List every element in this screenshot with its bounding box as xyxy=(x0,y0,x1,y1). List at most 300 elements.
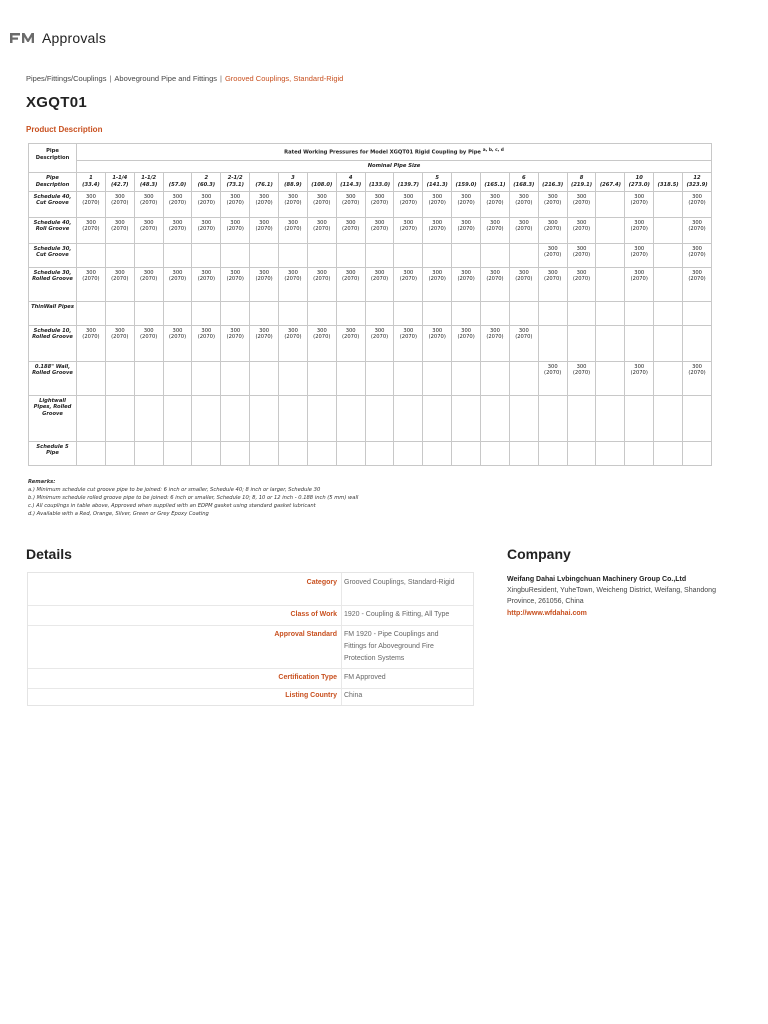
table-row xyxy=(29,191,712,217)
pressure-cell xyxy=(105,243,134,267)
pressure-cell xyxy=(481,243,510,267)
pressure-kpa: (2070) xyxy=(82,276,100,283)
pressure-psi: 300 xyxy=(576,245,587,252)
pressure-cell xyxy=(365,441,394,465)
pressure-kpa: (2070) xyxy=(370,226,389,233)
pressure-cell xyxy=(250,301,279,325)
pressure-cell xyxy=(192,217,221,243)
size-column-header xyxy=(250,173,279,192)
pressure-cell xyxy=(221,243,250,267)
row-pipe-description: 0.188" Wall, Rolled Groove xyxy=(29,361,77,395)
breadcrumb-current[interactable]: Grooved Couplings, Standard-Rigid xyxy=(224,74,344,83)
pressure-cell xyxy=(77,325,106,361)
pressure-cell xyxy=(307,217,336,243)
size-column-header xyxy=(307,173,336,192)
pressure-cell xyxy=(307,267,336,301)
pressure-cell xyxy=(307,361,336,395)
pressure-psi: 300 xyxy=(576,363,587,370)
pressure-cell xyxy=(481,191,510,217)
pressure-psi: 300 xyxy=(345,193,356,200)
pressure-cell xyxy=(336,243,365,267)
pressure-kpa: (2070) xyxy=(688,200,706,207)
pressure-kpa: (2070) xyxy=(140,334,158,341)
size-mm: (273.0) xyxy=(628,181,650,188)
fm-logo-icon[interactable] xyxy=(10,31,36,45)
pressure-kpa: (2070) xyxy=(82,226,100,233)
pressure-cell xyxy=(509,243,538,267)
size-column-header xyxy=(423,173,452,192)
pressure-kpa: (2070) xyxy=(370,334,389,341)
pressure-psi: 300 xyxy=(259,193,270,200)
pressure-psi: 300 xyxy=(143,219,154,226)
pressure-cell xyxy=(596,191,625,217)
pressure-cell xyxy=(481,217,510,243)
pressure-cell xyxy=(221,325,250,361)
pressure-kpa: (2070) xyxy=(688,276,706,283)
pressure-cell xyxy=(134,395,163,441)
pressure-cell xyxy=(423,243,452,267)
pressure-kpa: (2070) xyxy=(255,276,273,283)
size-inches: 1 xyxy=(89,175,93,182)
pressure-kpa: (2070) xyxy=(399,226,417,233)
pressure-cell xyxy=(221,267,250,301)
pressure-cell xyxy=(596,395,625,441)
breadcrumb-item-aboveground[interactable]: Aboveground Pipe and Fittings xyxy=(114,74,217,83)
pressure-cell xyxy=(365,243,394,267)
pressure-kpa: (2070) xyxy=(399,276,417,283)
table-title xyxy=(77,144,712,161)
pressure-cell xyxy=(654,441,683,465)
pressure-cell xyxy=(625,325,654,361)
details-row-category xyxy=(28,573,473,606)
size-column-header xyxy=(221,173,250,192)
pressure-cell xyxy=(509,267,538,301)
pressure-cell xyxy=(77,395,106,441)
pressure-cell xyxy=(538,395,567,441)
pressure-cell xyxy=(567,361,596,395)
pressure-kpa: (2070) xyxy=(515,226,533,233)
pressure-psi: 300 xyxy=(692,245,702,252)
row-pipe-description: Lightwall Pipes, Rolled Groove xyxy=(29,395,77,441)
pressure-kpa: (2070) xyxy=(486,226,504,233)
pressure-kpa: (2070) xyxy=(284,276,302,283)
pressure-kpa: (2070) xyxy=(428,200,446,207)
pressure-cell xyxy=(596,441,625,465)
details-label: Listing Country xyxy=(285,692,337,699)
pressure-cell xyxy=(221,441,250,465)
pressure-kpa: (2070) xyxy=(313,226,331,233)
pressure-kpa: (2070) xyxy=(226,200,244,207)
size-column-header xyxy=(77,173,106,192)
details-title: Details xyxy=(26,546,72,562)
size-mm: (76.1) xyxy=(255,181,273,188)
pressure-cell xyxy=(77,191,106,217)
pressure-kpa: (2070) xyxy=(572,200,591,207)
table-row xyxy=(29,395,712,441)
pressure-kpa: (2070) xyxy=(342,334,360,341)
pressure-cell xyxy=(394,325,423,361)
row-pipe-description: Schedule 30, Cut Groove xyxy=(29,243,77,267)
pressure-psi: 300 xyxy=(287,219,298,226)
section-label-product-description: Product Description xyxy=(26,125,103,134)
pressure-cell xyxy=(452,243,481,267)
pressure-kpa: (2070) xyxy=(457,226,475,233)
pressure-cell xyxy=(134,361,163,395)
pressure-cell xyxy=(394,217,423,243)
size-column-header xyxy=(654,173,683,192)
pressure-cell xyxy=(567,395,596,441)
pressure-psi: 300 xyxy=(143,327,154,334)
pressure-kpa: (2070) xyxy=(313,200,331,207)
pressure-cell xyxy=(307,395,336,441)
pressure-psi: 300 xyxy=(201,219,212,226)
pressure-psi: 300 xyxy=(230,327,241,334)
pressure-psi: 300 xyxy=(85,269,96,276)
pressure-cell xyxy=(250,325,279,361)
pressure-cell xyxy=(192,325,221,361)
pressure-psi: 300 xyxy=(230,193,241,200)
row-pipe-description: Schedule 10, Rolled Groove xyxy=(29,325,77,361)
pressure-psi: 300 xyxy=(143,193,154,200)
pressure-psi: 300 xyxy=(374,219,385,226)
table-row xyxy=(29,243,712,267)
pressure-cell xyxy=(192,441,221,465)
pressure-cell xyxy=(394,267,423,301)
pressure-kpa: (2070) xyxy=(572,276,591,283)
pressure-psi: 300 xyxy=(287,193,298,200)
pressure-psi: 300 xyxy=(518,327,529,334)
size-column-header xyxy=(596,173,625,192)
pressure-cell xyxy=(279,267,308,301)
size-inches: 6 xyxy=(522,175,526,182)
pressure-cell xyxy=(307,301,336,325)
pressure-kpa: (2070) xyxy=(111,226,129,233)
pressure-cell xyxy=(423,217,452,243)
size-inches xyxy=(367,175,393,182)
pressure-cell xyxy=(481,395,510,441)
size-mm: (139.7) xyxy=(397,181,419,188)
pressure-psi: 300 xyxy=(374,269,385,276)
pressure-kpa: (2070) xyxy=(197,200,215,207)
pressure-cell xyxy=(77,441,106,465)
pressure-psi: 300 xyxy=(114,193,125,200)
size-column-header xyxy=(134,173,163,192)
pressure-cell xyxy=(509,325,538,361)
pressure-cell xyxy=(250,243,279,267)
pressure-cell xyxy=(509,191,538,217)
pressure-cell xyxy=(77,361,106,395)
pressure-cell xyxy=(163,361,192,395)
pressure-psi: 300 xyxy=(259,327,270,334)
table-row xyxy=(29,441,712,465)
pressure-cell xyxy=(336,217,365,243)
pressure-kpa: (2070) xyxy=(688,226,706,233)
pressure-cell xyxy=(163,191,192,217)
pressure-cell xyxy=(654,243,683,267)
nominal-pipe-size-label: Nominal Pipe Size xyxy=(77,161,712,173)
breadcrumb-item-pipes[interactable]: Pipes/Fittings/Couplings xyxy=(26,74,107,83)
size-inches xyxy=(655,175,681,182)
pressure-kpa: (2070) xyxy=(111,200,129,207)
pressure-psi: 300 xyxy=(403,193,414,200)
pressure-kpa: (2070) xyxy=(255,226,273,233)
pressure-psi: 300 xyxy=(259,269,270,276)
size-inches: 1-1/2 xyxy=(141,175,157,182)
size-inches xyxy=(540,175,566,182)
pressure-cell xyxy=(625,243,654,267)
pressure-cell xyxy=(538,361,567,395)
pressure-cell xyxy=(134,301,163,325)
pressure-psi: 300 xyxy=(692,219,702,226)
size-column-header xyxy=(481,173,510,192)
pressure-psi: 300 xyxy=(114,269,125,276)
pressure-kpa: (2070) xyxy=(284,226,302,233)
pressure-psi: 300 xyxy=(172,269,183,276)
pressure-cell xyxy=(538,243,567,267)
pressure-kpa: (2070) xyxy=(544,252,562,259)
pressure-cell xyxy=(105,361,134,395)
pressure-cell xyxy=(163,441,192,465)
pressure-psi: 300 xyxy=(490,327,500,334)
pressure-kpa: (2070) xyxy=(140,226,158,233)
breadcrumb-separator: | xyxy=(109,74,112,83)
size-inches: 4 xyxy=(348,175,353,182)
pressure-psi: 300 xyxy=(230,269,241,276)
pressure-kpa: (2070) xyxy=(255,334,273,341)
pressure-psi: 300 xyxy=(432,269,443,276)
pressure-cell xyxy=(77,267,106,301)
details-panel xyxy=(27,572,474,706)
pressure-kpa: (2070) xyxy=(428,276,446,283)
pressure-cell xyxy=(163,301,192,325)
size-column-header xyxy=(279,173,308,192)
pressure-psi: 300 xyxy=(403,219,414,226)
pressure-kpa: (2070) xyxy=(82,334,100,341)
pressure-kpa: (2070) xyxy=(457,276,475,283)
pressure-cell xyxy=(423,441,452,465)
details-row-certification-type xyxy=(28,669,473,689)
table-title-row xyxy=(29,144,712,161)
pressure-cell xyxy=(567,217,596,243)
table-row xyxy=(29,217,712,243)
size-inches: 10 xyxy=(635,175,643,182)
pressure-cell xyxy=(394,441,423,465)
pressure-cell xyxy=(654,395,683,441)
pressure-cell xyxy=(250,267,279,301)
pressure-psi: 300 xyxy=(201,193,212,200)
pressure-psi: 300 xyxy=(547,363,558,370)
pressure-kpa: (2070) xyxy=(572,370,591,377)
pressure-psi: 300 xyxy=(634,219,645,226)
pressure-kpa: (2070) xyxy=(82,200,100,207)
breadcrumb xyxy=(26,74,343,83)
pressure-cell xyxy=(452,395,481,441)
breadcrumb-separator: | xyxy=(220,74,222,83)
size-inches: 2 xyxy=(204,175,209,182)
size-mm: (60.3) xyxy=(197,181,216,188)
size-column-header xyxy=(452,173,481,192)
pressure-psi: 300 xyxy=(432,219,443,226)
pressure-psi: 300 xyxy=(692,363,702,370)
pressure-psi: 300 xyxy=(259,219,270,226)
pressure-cell xyxy=(683,243,712,267)
pressure-psi: 300 xyxy=(287,269,298,276)
pressure-cell xyxy=(221,395,250,441)
pressure-kpa: (2070) xyxy=(428,226,446,233)
remarks xyxy=(28,478,358,518)
pressure-cell xyxy=(452,441,481,465)
pressure-cell xyxy=(394,301,423,325)
row-pipe-description: ThinWall Pipes xyxy=(29,301,77,325)
pressure-cell xyxy=(134,191,163,217)
pressure-cell xyxy=(365,395,394,441)
size-mm: (42.7) xyxy=(111,181,129,188)
size-header-row xyxy=(29,173,712,192)
pressure-kpa: (2070) xyxy=(515,276,533,283)
pressure-cell xyxy=(336,325,365,361)
pressure-cell xyxy=(654,325,683,361)
pressure-cell xyxy=(163,325,192,361)
company-website-link[interactable]: http://www.wfdahai.com xyxy=(507,610,587,617)
pressure-psi: 300 xyxy=(461,193,472,200)
pressure-cell xyxy=(279,441,308,465)
pressure-psi: 300 xyxy=(634,269,645,276)
remark-line: a.) Minimum schedule cut groove pipe to be joined: 6 inch or smaller, Schedule 40; 8 inch or larger, Schedule 30 xyxy=(28,487,321,494)
pressure-cell xyxy=(567,267,596,301)
pressure-kpa: (2070) xyxy=(544,276,562,283)
pressure-cell xyxy=(538,301,567,325)
pressure-cell xyxy=(279,361,308,395)
pressure-kpa: (2070) xyxy=(572,252,591,259)
pressure-table xyxy=(28,143,712,466)
pressure-cell xyxy=(105,325,134,361)
pressure-psi: 300 xyxy=(490,269,500,276)
site-header xyxy=(10,28,106,48)
size-inches: 2-1/2 xyxy=(227,175,243,182)
pressure-cell xyxy=(596,325,625,361)
row-pipe-description: Schedule 30, Rolled Groove xyxy=(29,267,77,301)
pressure-cell xyxy=(625,217,654,243)
pressure-psi: 300 xyxy=(114,327,125,334)
pressure-cell xyxy=(509,395,538,441)
pressure-cell xyxy=(452,325,481,361)
pressure-cell xyxy=(221,191,250,217)
pressure-psi: 300 xyxy=(461,269,472,276)
size-column-header xyxy=(163,173,192,192)
pressure-cell xyxy=(683,441,712,465)
pressure-psi: 300 xyxy=(518,269,529,276)
pressure-psi: 300 xyxy=(201,327,212,334)
size-inches xyxy=(395,175,421,182)
size-mm: (48.3) xyxy=(139,181,158,188)
pipe-description-col: Pipe Description xyxy=(29,173,77,192)
pressure-cell xyxy=(336,361,365,395)
remark-line: b.) Minimum schedule rolled groove pipe to be joined: 6 inch or smaller, Schedule 10; 8, 10 or 12 inch - 0.188 inch (5 mm) wall xyxy=(28,495,359,502)
pipe-description-header: Pipe Description xyxy=(29,144,77,173)
pressure-cell xyxy=(336,395,365,441)
details-value: China xyxy=(344,692,363,699)
pressure-cell xyxy=(509,441,538,465)
remark-line: d.) Available with a Red, Orange, Silver, Green or Grey Epoxy Coating xyxy=(28,511,209,518)
size-inches: 5 xyxy=(435,175,440,182)
pressure-cell xyxy=(163,217,192,243)
pressure-kpa: (2070) xyxy=(544,370,562,377)
size-column-header xyxy=(683,173,712,192)
pressure-kpa: (2070) xyxy=(168,200,187,207)
pressure-psi: 300 xyxy=(692,269,702,276)
pressure-cell xyxy=(596,243,625,267)
pressure-kpa: (2070) xyxy=(486,200,504,207)
pressure-psi: 300 xyxy=(172,327,183,334)
pressure-cell xyxy=(596,361,625,395)
pressure-cell xyxy=(192,301,221,325)
size-inches xyxy=(482,175,508,182)
details-label: Certification Type xyxy=(278,674,337,681)
table-row xyxy=(29,267,712,301)
pressure-psi: 300 xyxy=(432,327,443,334)
pressure-kpa: (2070) xyxy=(168,276,187,283)
pressure-psi: 300 xyxy=(692,193,702,200)
size-mm: (33.4) xyxy=(82,181,100,188)
pressure-cell xyxy=(538,441,567,465)
pressure-cell xyxy=(105,441,134,465)
pressure-cell xyxy=(394,395,423,441)
pressure-kpa: (2070) xyxy=(226,226,244,233)
pressure-cell xyxy=(654,361,683,395)
pressure-kpa: (2070) xyxy=(370,200,389,207)
pressure-kpa: (2070) xyxy=(688,370,706,377)
size-column-header xyxy=(509,173,538,192)
pressure-psi: 300 xyxy=(345,219,356,226)
pressure-cell xyxy=(134,217,163,243)
details-value: Grooved Couplings, Standard-Rigid xyxy=(344,579,455,586)
pressure-cell xyxy=(192,395,221,441)
pressure-cell xyxy=(625,191,654,217)
size-mm: (168.3) xyxy=(513,181,535,188)
pressure-psi: 300 xyxy=(172,193,183,200)
pressure-cell xyxy=(567,191,596,217)
company-title: Company xyxy=(507,546,571,562)
pressure-cell xyxy=(279,217,308,243)
size-column-header xyxy=(394,173,423,192)
pressure-cell xyxy=(423,395,452,441)
pressure-cell xyxy=(279,191,308,217)
size-inches xyxy=(453,175,479,182)
pressure-kpa: (2070) xyxy=(168,226,187,233)
pressure-cell xyxy=(683,217,712,243)
pressure-cell xyxy=(683,325,712,361)
pressure-cell xyxy=(365,191,394,217)
pressure-kpa: (2070) xyxy=(630,252,648,259)
pressure-kpa: (2070) xyxy=(226,334,244,341)
pressure-cell xyxy=(279,395,308,441)
pressure-kpa: (2070) xyxy=(486,276,504,283)
company-name: Weifang Dahai Lvbingchuan Machinery Group Co.,Ltd xyxy=(507,576,687,583)
pressure-kpa: (2070) xyxy=(111,276,129,283)
size-mm: (323.9) xyxy=(686,181,708,188)
size-mm: (318.5) xyxy=(657,181,679,188)
pressure-kpa: (2070) xyxy=(630,276,648,283)
pressure-psi: 300 xyxy=(547,193,558,200)
pressure-cell xyxy=(192,191,221,217)
pressure-kpa: (2070) xyxy=(630,370,648,377)
remarks-title: Remarks: xyxy=(28,479,56,485)
pressure-psi: 300 xyxy=(634,193,645,200)
pressure-cell xyxy=(596,267,625,301)
pressure-cell xyxy=(654,267,683,301)
brand-text[interactable]: Approvals xyxy=(42,30,107,46)
pressure-cell xyxy=(683,267,712,301)
